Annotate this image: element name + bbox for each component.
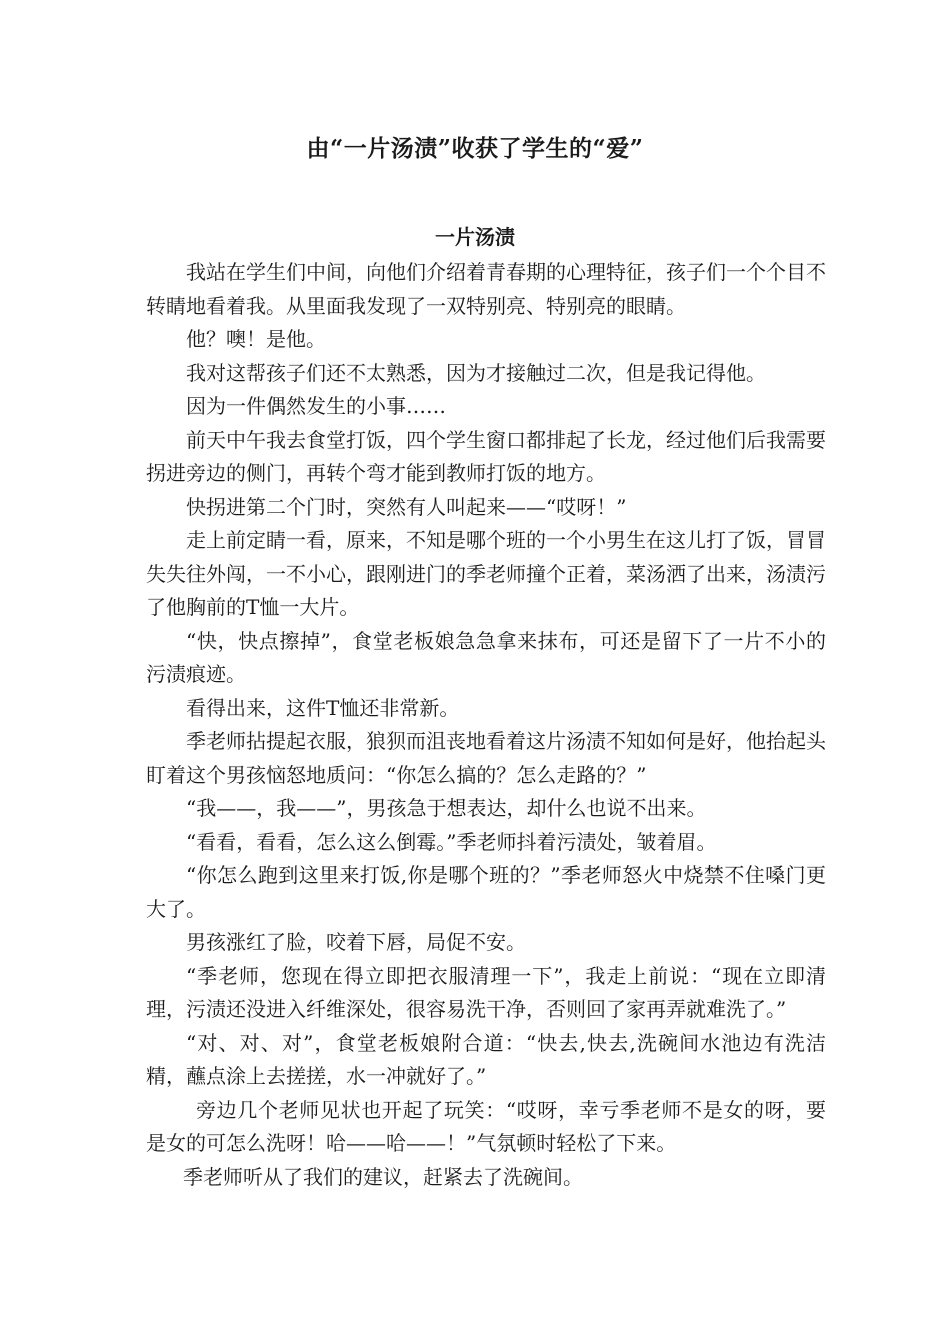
paragraph: “你怎么跑到这里来打饭,你是哪个班的？”季老师怒火中烧禁不住嗓门更大了。: [146, 863, 826, 921]
paragraph: 前天中午我去食堂打饭，四个学生窗口都排起了长龙，经过他们后我需要拐进旁边的侧门，再转个弯才能到教师打饭的地方。: [146, 427, 826, 485]
document-title: 由“一片汤渍”收获了学生的“爱”: [306, 135, 644, 162]
paragraph: 因为一件偶然发生的小事……: [186, 394, 446, 418]
paragraph: 季老师拈提起衣服，狼狈而沮丧地看着这片汤渍不知如何是好，他抬起头盯着这个男孩恼怒地质问：“你怎么搞的？怎么走路的？”: [146, 729, 826, 787]
section-title: 一片汤渍: [435, 225, 515, 249]
paragraph: 快拐进第二个门时，突然有人叫起来——“哎呀！”: [186, 494, 627, 519]
paragraph: 走上前定睛一看，原来，不知是哪个班的一个小男生在这儿打了饭，冒冒失失往外闯，一不小心，跟刚进门的季老师撞个正着，菜汤洒了出来，汤渍污了他胸前的T恤一大片。: [146, 528, 826, 619]
paragraph: 我站在学生们中间，向他们介绍着青春期的心理特征，孩子们一个个目不转睛地看着我。从里面我发现了一双特别亮、特别亮的眼睛。: [146, 260, 826, 318]
paragraph: 我对这帮孩子们还不太熟悉，因为才接触过二次，但是我记得他。: [186, 360, 766, 385]
paragraph: 季老师听从了我们的建议，赶紧去了洗碗间。: [183, 1164, 583, 1189]
paragraph: “季老师，您现在得立即把衣服清理一下”，我走上前说：“现在立即清理，污渍还没进入纤维深处，很容易洗干净，否则回了家再弄就难洗了。”: [146, 963, 826, 1021]
paragraph: 男孩涨红了脸，咬着下唇，局促不安。: [186, 930, 526, 954]
paragraph: 他？噢！是他。: [186, 327, 326, 351]
document-body: [146, 256, 826, 1194]
paragraph: 看得出来，这件T恤还非常新。: [186, 695, 460, 720]
paragraph: 旁边几个老师见状也开起了玩笑：“哎呀，幸亏季老师不是女的呀，要是女的可怎么洗呀！哈——哈——！”气氛顿时轻松了下来。: [146, 1097, 826, 1155]
paragraph: “看看，看看，怎么这么倒霉。”季老师抖着污渍处，皱着眉。: [186, 829, 717, 854]
paragraph: “对、对、对”，食堂老板娘附合道：“快去,快去,洗碗间水池边有洗洁精，蘸点涂上去搓搓，水一冲就好了。”: [146, 1030, 826, 1088]
paragraph: “快，快点擦掉”，食堂老板娘急急拿来抹布，可还是留下了一片不小的污渍痕迹。: [146, 628, 826, 686]
paragraph: “我——，我——”，男孩急于想表达，却什么也说不出来。: [186, 796, 707, 820]
